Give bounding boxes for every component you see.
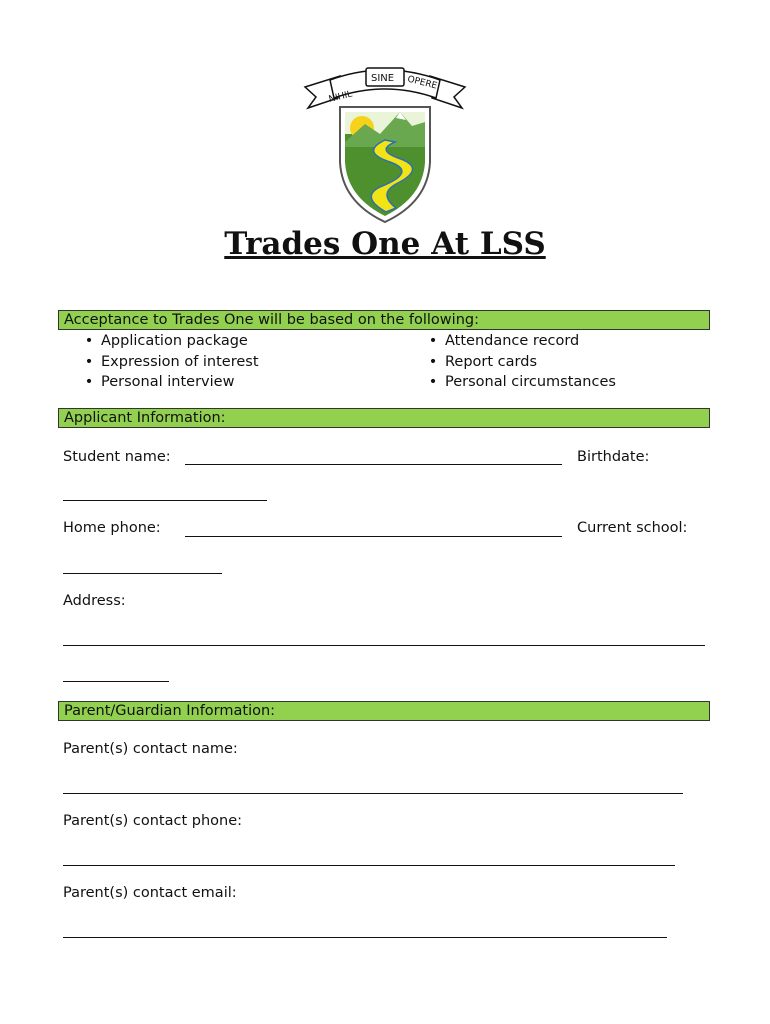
motto-right: OPERE xyxy=(406,74,438,92)
bullet-icon: • xyxy=(428,374,438,390)
parent-contact-email-field[interactable] xyxy=(63,937,667,938)
acceptance-section-header: Acceptance to Trades One will be based on the following: xyxy=(58,310,710,330)
parent-contact-name-field[interactable] xyxy=(63,793,683,794)
motto-left: NIHIL xyxy=(327,89,354,105)
birthdate-field[interactable] xyxy=(63,500,267,501)
bullet-icon: • xyxy=(428,333,438,349)
parent-contact-phone-label: Parent(s) contact phone: xyxy=(63,813,243,829)
home-phone-field[interactable] xyxy=(185,536,562,537)
page-title: Trades One At LSS xyxy=(224,226,546,262)
bullet-icon: • xyxy=(428,353,438,370)
student-name-label: Student name: xyxy=(63,449,171,465)
address-label: Address: xyxy=(63,593,126,609)
school-crest-logo xyxy=(300,62,470,227)
parent-section-header: Parent/Guardian Information: xyxy=(58,701,710,721)
bullet-icon: • xyxy=(84,353,94,370)
list-item: • Report cards xyxy=(421,352,616,373)
parent-contact-email-label: Parent(s) contact email: xyxy=(63,885,237,901)
student-name-field[interactable] xyxy=(185,464,562,465)
parent-contact-phone-field[interactable] xyxy=(63,865,675,866)
home-phone-label: Home phone: xyxy=(63,520,161,536)
list-item: • Application package xyxy=(77,331,259,352)
list-item: • Attendance record xyxy=(421,331,616,352)
birthdate-label: Birthdate: xyxy=(577,449,650,465)
acceptance-right-list xyxy=(421,331,616,393)
address-field-line-1[interactable] xyxy=(63,645,705,646)
motto-center: SINE xyxy=(371,73,395,84)
current-school-label: Current school: xyxy=(577,520,688,536)
current-school-field[interactable] xyxy=(63,573,222,574)
parent-contact-name-label: Parent(s) contact name: xyxy=(63,741,238,757)
acceptance-left-list xyxy=(77,331,259,393)
bullet-icon: • xyxy=(84,374,94,390)
bullet-icon: • xyxy=(84,333,94,349)
list-item: • Personal interview xyxy=(77,372,259,393)
list-item: • Expression of interest xyxy=(77,352,259,373)
address-field-line-2[interactable] xyxy=(63,681,169,682)
applicant-section-header: Applicant Information: xyxy=(58,408,710,428)
list-item: • Personal circumstances xyxy=(421,372,616,393)
